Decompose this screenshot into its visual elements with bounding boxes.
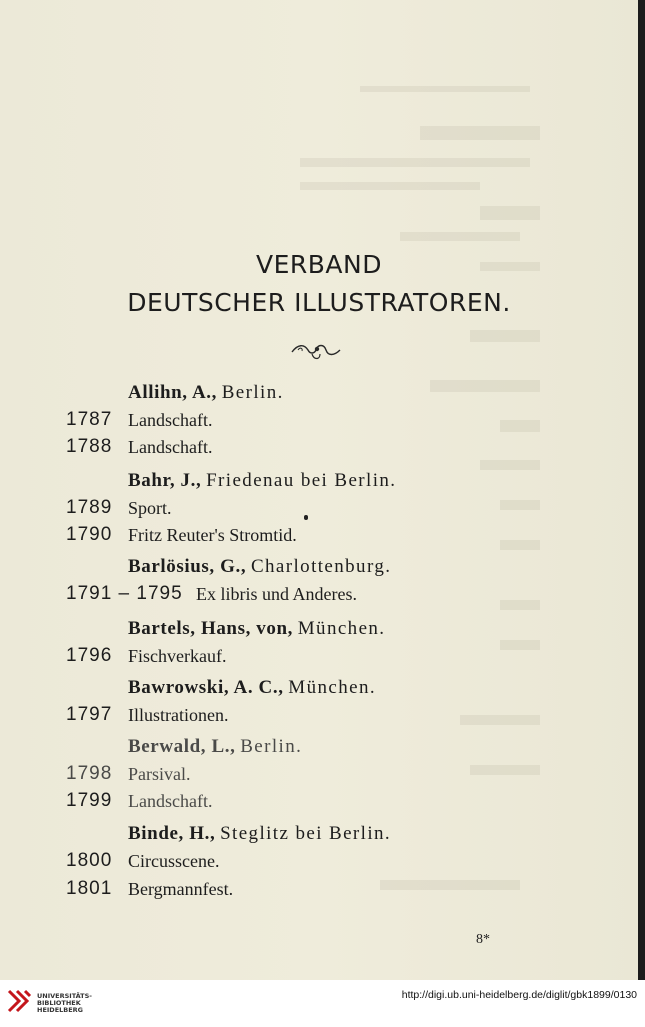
work-title: Fischverkauf. [128, 646, 227, 666]
library-name-line: UNIVERSITÄTS- [37, 992, 92, 1000]
work-title: Landschaft. [128, 437, 213, 457]
library-name[interactable] [37, 993, 92, 1014]
artist-entry [128, 470, 396, 492]
work-title: Landschaft. [128, 410, 213, 430]
catalog-number: 1790 [66, 524, 113, 545]
artist-entry [128, 823, 391, 845]
artist-entry [128, 556, 391, 578]
catalog-number: 1796 [66, 645, 113, 666]
artist-location: Steglitz bei Berlin. [220, 823, 392, 844]
page-signature: 8* [476, 932, 490, 947]
artist-entry [128, 618, 385, 640]
work-title: Parsival. [128, 764, 191, 784]
work-title: Fritz Reuter's Stromtid. [128, 525, 297, 545]
catalog-number: 1799 [66, 790, 113, 811]
artist-entry [128, 382, 284, 404]
artist-location: Berlin. [240, 736, 303, 757]
artist-name: Binde, H., [128, 823, 216, 844]
artist-name: Berwald, L., [128, 736, 236, 757]
heading-illustratoren: DEUTSCHER ILLUSTRATOREN. [127, 288, 511, 317]
artist-location: München. [288, 677, 377, 698]
work-title: Illustrationen. [128, 705, 229, 725]
library-name-line: BIBLIOTHEK [37, 999, 81, 1007]
catalog-number: 1788 [66, 436, 113, 457]
artist-name: Bartels, Hans, von, [128, 618, 293, 639]
catalog-number: 1787 [66, 409, 113, 430]
artist-name: Bawrowski, A. C., [128, 677, 284, 698]
artist-location: Friedenau bei Berlin. [206, 470, 397, 491]
library-name-line: HEIDELBERG [37, 1006, 84, 1014]
source-url-link[interactable]: http://digi.ub.uni-heidelberg.de/diglit/gbk1899/0130 [401, 989, 637, 1001]
work-title: Bergmannfest. [128, 879, 234, 899]
ornament-icon [290, 340, 344, 362]
work-title: Sport. [128, 498, 172, 518]
catalog-number: 1800 [66, 850, 113, 871]
catalog-number: 1798 [66, 763, 113, 784]
artist-location: München. [297, 618, 386, 639]
catalog-number: 1789 [66, 497, 113, 518]
catalog-number: 1791 – 1795 [66, 583, 183, 604]
footer-bar [0, 980, 645, 1027]
artist-entry [128, 736, 302, 758]
work-title: Landschaft. [128, 791, 213, 811]
artist-location: Berlin. [221, 382, 284, 403]
artist-name: Bahr, J., [128, 470, 202, 491]
work-title: Circusscene. [128, 851, 220, 871]
catalog-number: 1801 [66, 878, 113, 899]
artist-entry [128, 677, 376, 699]
work-title: Ex libris und Anderes. [196, 584, 357, 604]
catalog-number: 1797 [66, 704, 113, 725]
artist-location: Charlottenburg. [250, 556, 392, 577]
artist-name: Barlösius, G., [128, 556, 247, 577]
library-logo-icon[interactable] [6, 986, 32, 1016]
artist-name: Allihn, A., [128, 382, 217, 403]
heading-verband: VERBAND [256, 250, 382, 279]
ink-speck [304, 515, 308, 520]
